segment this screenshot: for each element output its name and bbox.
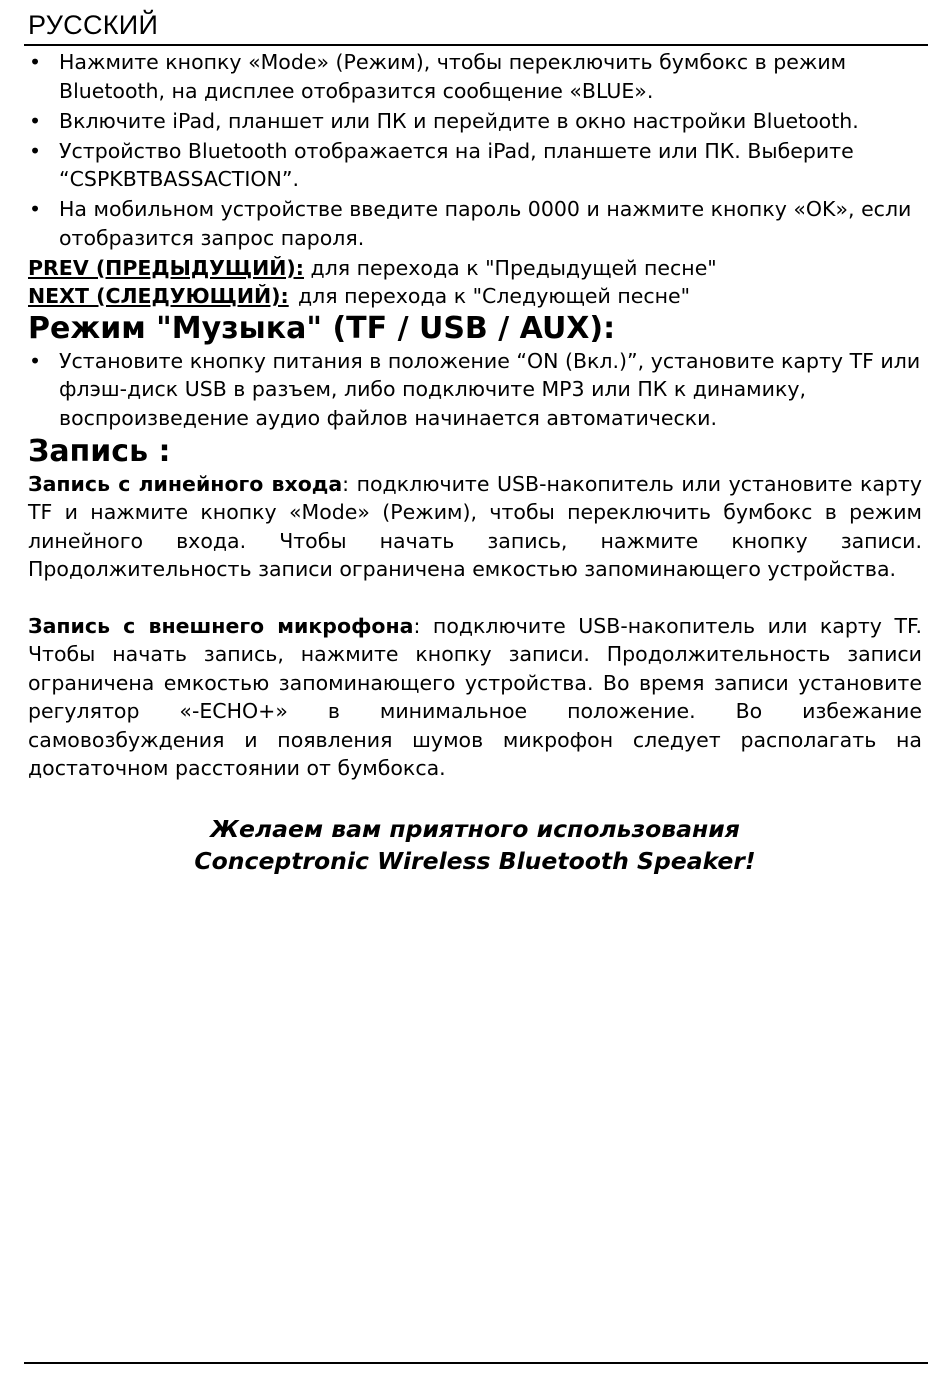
line-in-recording-paragraph (28, 470, 922, 584)
mic-recording-text: : подключите USB-накопитель или карту TF. Чтобы начать запись, нажмите кнопку записи. Продолжительность записи ограничена емкостью запоминающего устройства. Во время записи установите регулятор «-ECHO+» в минимальное положение. Во избежание самовозбуждения и появления шумов микрофон следует располагать на достаточном расстоянии от бумбокса. (28, 613, 922, 780)
list-item-text: Нажмите кнопку «Mode» (Режим), чтобы переключить бумбокс в режим Bluetooth, на дисплее отобразится сообщение «BLUE». (59, 50, 847, 103)
list-item-text: Установите кнопку питания в положение “ON (Вкл.)”, установите карту TF или флэш-диск USB в разъем, либо подключите MP3 или ПК к динамику, воспроизведение аудио файлов начинается автоматически. (59, 348, 921, 430)
recording-heading: Запись : (28, 433, 171, 469)
page-language-header: РУССКИЙ (28, 10, 159, 40)
footer-divider (24, 1362, 928, 1364)
header-divider (24, 44, 928, 46)
list-item (28, 347, 922, 433)
list-item (28, 107, 922, 136)
prev-text: для перехода к "Предыдущей песне" (304, 255, 717, 280)
bullet-icon: • (29, 197, 42, 221)
music-mode-list (28, 347, 922, 433)
mic-recording-paragraph (28, 612, 922, 783)
next-label: NEXT (СЛЕДУЮЩИЙ): (28, 284, 289, 308)
closing-message (28, 813, 922, 877)
list-item (28, 195, 922, 252)
list-item-text: На мобильном устройстве введите пароль 0000 и нажмите кнопку «OK», если отобразится запрос пароля. (59, 197, 912, 250)
list-item-text: Устройство Bluetooth отображается на iPad, планшете или ПК. Выберите “CSPKBTBASSACTION”. (59, 138, 854, 191)
page-content (28, 48, 922, 877)
music-mode-heading: Режим "Музыка" (TF / USB / AUX): (28, 310, 616, 346)
line-in-recording-label: Запись с линейного входа (28, 471, 343, 496)
bluetooth-steps-list (28, 48, 922, 252)
bullet-icon: • (29, 348, 42, 373)
mic-recording-label: Запись с внешнего микрофона (28, 613, 414, 638)
next-instruction (28, 282, 922, 311)
list-item (28, 137, 922, 194)
bullet-icon: • (29, 108, 42, 133)
list-item-text: Включите iPad, планшет или ПК и перейдите в окно настройки Bluetooth. (59, 108, 859, 133)
list-item (28, 48, 922, 105)
bullet-icon: • (29, 138, 42, 163)
prev-instruction (28, 254, 922, 283)
bullet-icon: • (29, 50, 42, 74)
prev-label: PREV (ПРЕДЫДУЩИЙ): (28, 255, 304, 280)
closing-line-2: Conceptronic Wireless Bluetooth Speaker! (194, 846, 756, 875)
next-text: для перехода к "Следующей песне" (298, 284, 691, 308)
closing-line-1: Желаем вам приятного использования (210, 814, 740, 843)
line-in-recording-text: : подключите USB-накопитель или установите карту TF и нажмите кнопку «Mode» (Режим), чтобы переключить бумбокс в режим линейного входа. Чтобы начать запись, нажмите кнопку записи. Продолжительность записи ограничена емкостью запоминающего устройства. (28, 471, 923, 581)
